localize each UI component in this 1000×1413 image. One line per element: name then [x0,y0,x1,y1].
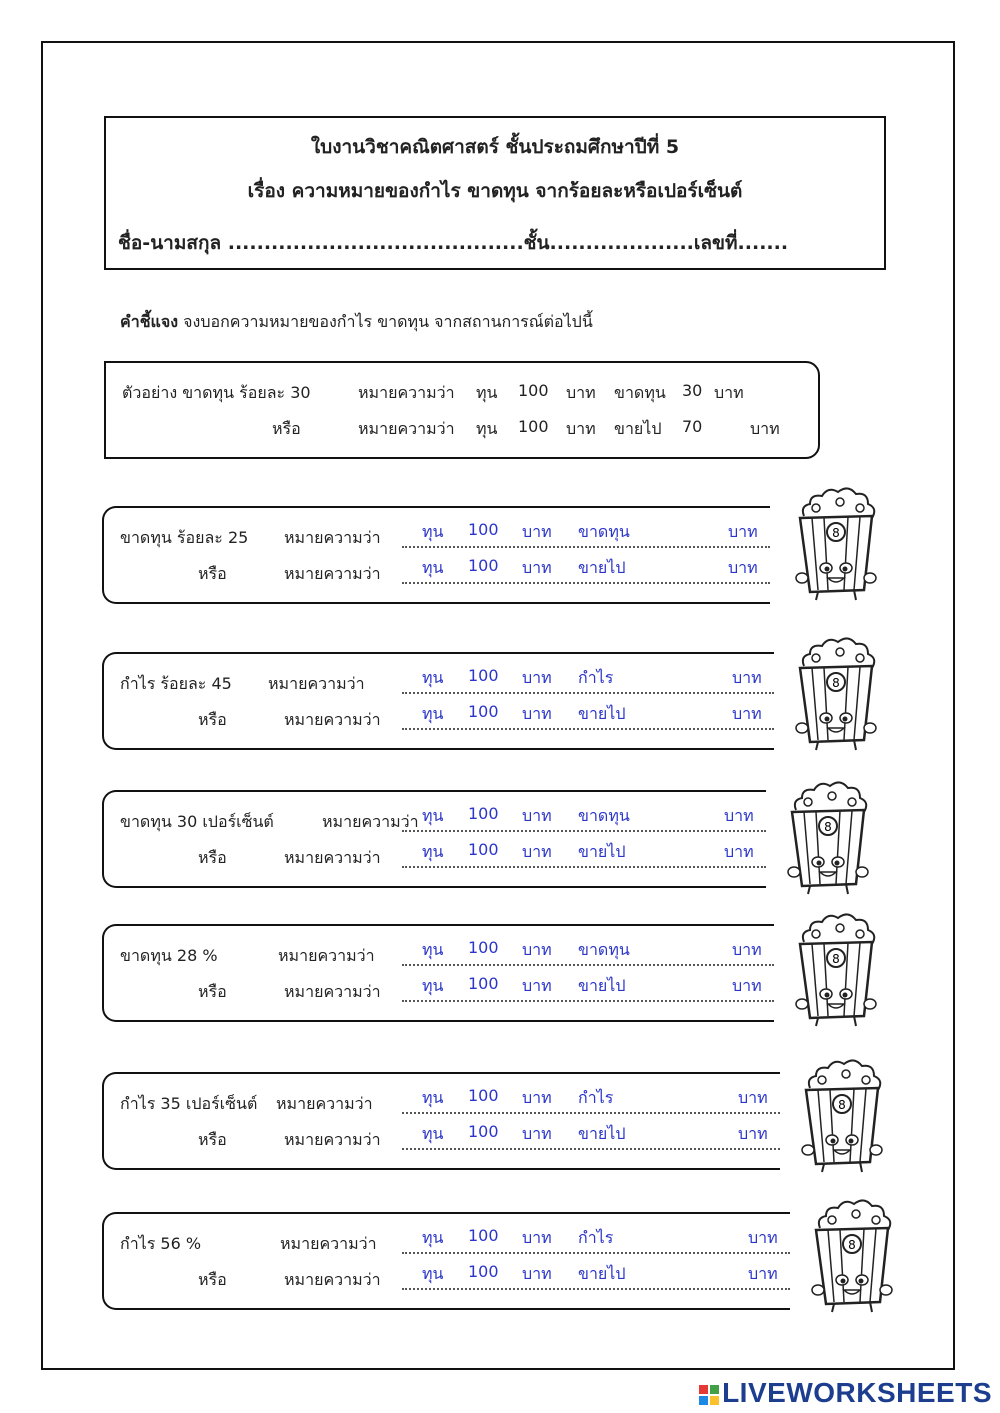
example-amount: 100 [518,417,549,436]
question-prompt: ขาดทุน 28 % [120,946,218,965]
question-box [102,1072,780,1170]
question-prompt: กำไร 35 เปอร์เซ็นต์ [120,1094,258,1113]
popcorn-mascot-icon [796,1058,888,1176]
answer-amount[interactable]: 100 [468,1262,499,1281]
student-name-line: ชื่อ-นามสกุล .........................................ชั้น....................เลขที่....... [118,232,789,254]
answer-baht[interactable]: บาท [732,704,762,723]
answer-cost[interactable]: ทุน [422,1228,444,1247]
question-means-label: หมายความว่า [268,674,365,693]
answer-baht[interactable]: บาท [522,806,552,825]
example-value: 30 [682,381,703,400]
answer-cost[interactable]: ทุน [422,976,444,995]
question-means-label: หมายความว่า [278,946,375,965]
answer-dotted-line[interactable] [402,1252,790,1254]
example-cost: ทุน [476,419,498,438]
answer-kind[interactable]: ขายไป [578,1264,626,1283]
instructions-text: จงบอกความหมายของกำไร ขาดทุน จากสถานการณ์ต่อไปนี้ [178,312,593,331]
answer-baht[interactable]: บาท [724,842,754,861]
answer-kind[interactable]: ขายไป [578,1124,626,1143]
answer-kind[interactable]: กำไร [578,1228,614,1247]
answer-baht[interactable]: บาท [738,1124,768,1143]
example-baht: บาท [750,419,780,438]
answer-dotted-line[interactable] [402,830,766,832]
answer-amount[interactable]: 100 [468,974,499,993]
answer-baht[interactable]: บาท [748,1228,778,1247]
example-baht: บาท [714,383,744,402]
example-box [104,361,820,459]
answer-dotted-line[interactable] [402,866,766,868]
answer-amount[interactable]: 100 [468,840,499,859]
question-means-label: หมายความว่า [284,710,381,729]
answer-baht[interactable]: บาท [522,976,552,995]
answer-cost[interactable]: ทุน [422,1088,444,1107]
answer-kind[interactable]: กำไร [578,668,614,687]
answer-baht[interactable]: บาท [522,704,552,723]
footer-brand: LIVEWORKSHEETS [722,1377,992,1408]
popcorn-mascot-icon [790,486,882,604]
answer-kind[interactable]: กำไร [578,1088,614,1107]
question-box [102,652,774,750]
answer-cost[interactable]: ทุน [422,668,444,687]
answer-amount[interactable]: 100 [468,938,499,957]
question-means-label: หมายความว่า [284,848,381,867]
question-or-label: หรือ [198,564,227,583]
question-or-label: หรือ [198,1130,227,1149]
answer-cost[interactable]: ทุน [422,1124,444,1143]
question-prompt: ขาดทุน 30 เปอร์เซ็นต์ [120,812,274,831]
answer-dotted-line[interactable] [402,1112,780,1114]
question-means-label: หมายความว่า [276,1094,373,1113]
instructions [120,310,593,335]
question-means-label: หมายความว่า [284,982,381,1001]
example-value: 70 [682,417,703,436]
question-prompt: ขาดทุน ร้อยละ 25 [120,528,249,547]
answer-dotted-line[interactable] [402,692,774,694]
answer-baht[interactable]: บาท [748,1264,778,1283]
question-box [102,506,770,604]
question-box [102,924,774,1022]
answer-amount[interactable]: 100 [468,1122,499,1141]
answer-amount[interactable]: 100 [468,520,499,539]
answer-baht[interactable]: บาท [738,1088,768,1107]
answer-baht[interactable]: บาท [732,668,762,687]
question-means-label: หมายความว่า [284,1270,381,1289]
answer-dotted-line[interactable] [402,546,770,548]
answer-baht[interactable]: บาท [522,522,552,541]
answer-baht[interactable]: บาท [732,976,762,995]
question-box [102,790,766,888]
example-means: หมายความว่า [358,383,455,402]
question-or-label: หรือ [198,710,227,729]
example-kind: ขายไป [614,419,662,438]
answer-cost[interactable]: ทุน [422,704,444,723]
question-or-label: หรือ [198,982,227,1001]
answer-kind[interactable]: ขายไป [578,558,626,577]
answer-baht[interactable]: บาท [522,668,552,687]
answer-baht[interactable]: บาท [522,558,552,577]
answer-baht[interactable]: บาท [522,842,552,861]
answer-kind[interactable]: ขายไป [578,704,626,723]
example-means: หมายความว่า [358,419,455,438]
instructions-label: คำชี้แจง [120,312,179,331]
question-or-label: หรือ [198,848,227,867]
answer-kind[interactable]: ขาดทุน [578,940,630,959]
answer-dotted-line[interactable] [402,964,774,966]
answer-kind[interactable]: ขายไป [578,976,626,995]
answer-amount[interactable]: 100 [468,702,499,721]
answer-baht[interactable]: บาท [728,558,758,577]
answer-baht[interactable]: บาท [522,1228,552,1247]
answer-baht[interactable]: บาท [732,940,762,959]
question-means-label: หมายความว่า [284,1130,381,1149]
liveworksheets-icon [698,1384,720,1406]
question-means-label: หมายความว่า [280,1234,377,1253]
liveworksheets-logo [698,1377,992,1409]
answer-kind[interactable]: ขาดทุน [578,806,630,825]
answer-dotted-line[interactable] [402,728,774,730]
example-or: หรือ [272,419,301,438]
answer-kind[interactable]: ขายไป [578,842,626,861]
answer-baht[interactable]: บาท [724,806,754,825]
question-means-label: หมายความว่า [284,528,381,547]
popcorn-mascot-icon [790,636,882,754]
answer-amount[interactable]: 100 [468,1226,499,1245]
answer-baht[interactable]: บาท [522,940,552,959]
popcorn-mascot-icon [806,1198,898,1316]
answer-amount[interactable]: 100 [468,1086,499,1105]
popcorn-mascot-icon [782,780,874,898]
answer-dotted-line[interactable] [402,1000,774,1002]
example-label: ตัวอย่าง ขาดทุน ร้อยละ 30 [122,383,311,402]
worksheet-header [104,116,886,270]
example-amount: 100 [518,381,549,400]
answer-cost[interactable]: ทุน [422,842,444,861]
answer-baht[interactable]: บาท [522,1124,552,1143]
answer-baht[interactable]: บาท [522,1264,552,1283]
question-prompt: กำไร ร้อยละ 45 [120,674,232,693]
question-or-label: หรือ [198,1270,227,1289]
answer-amount[interactable]: 100 [468,804,499,823]
example-kind: ขาดทุน [614,383,666,402]
answer-dotted-line[interactable] [402,1148,780,1150]
answer-cost[interactable]: ทุน [422,558,444,577]
answer-kind[interactable]: ขาดทุน [578,522,630,541]
popcorn-mascot-icon [790,912,882,1030]
answer-cost[interactable]: ทุน [422,806,444,825]
answer-cost[interactable]: ทุน [422,1264,444,1283]
question-means-label: หมายความว่า [322,812,419,831]
example-baht: บาท [566,419,596,438]
answer-baht[interactable]: บาท [728,522,758,541]
answer-dotted-line[interactable] [402,582,770,584]
answer-cost[interactable]: ทุน [422,522,444,541]
question-box [102,1212,790,1310]
example-cost: ทุน [476,383,498,402]
answer-baht[interactable]: บาท [522,1088,552,1107]
answer-dotted-line[interactable] [402,1288,790,1290]
answer-cost[interactable]: ทุน [422,940,444,959]
header-subtitle: เรื่อง ความหมายของกำไร ขาดทุน จากร้อยละหรือเปอร์เซ็นต์ [247,180,743,202]
answer-amount[interactable]: 100 [468,556,499,575]
question-means-label: หมายความว่า [284,564,381,583]
header-title: ใบงานวิชาคณิตศาสตร์ ชั้นประถมศึกษาปีที่ 5 [310,136,680,158]
question-prompt: กำไร 56 % [120,1234,202,1253]
answer-amount[interactable]: 100 [468,666,499,685]
example-baht: บาท [566,383,596,402]
